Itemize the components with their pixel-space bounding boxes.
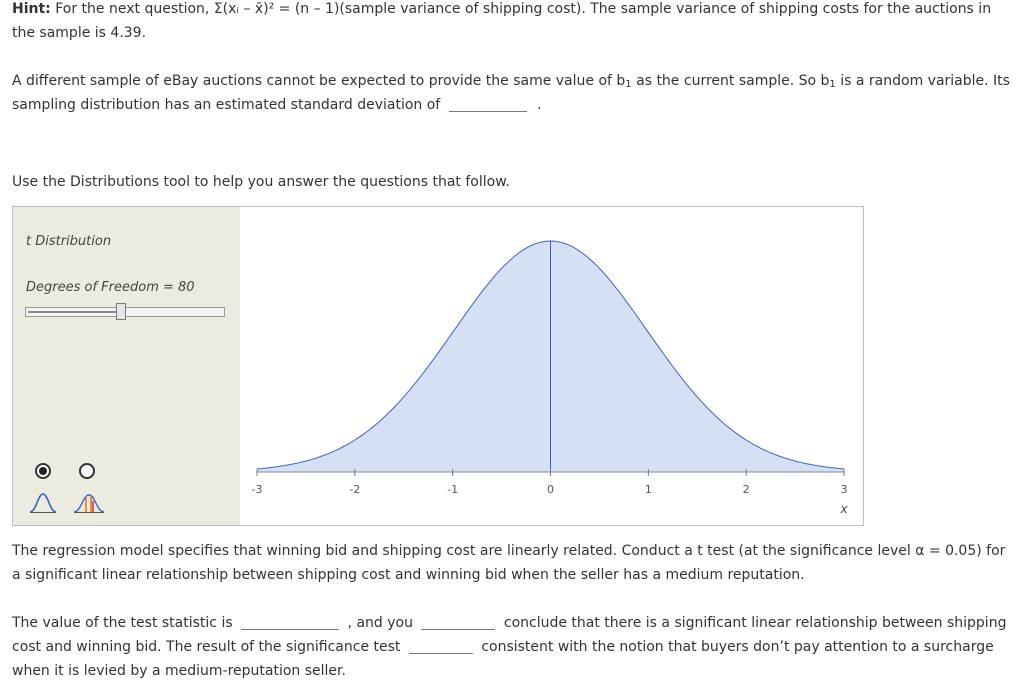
dof-slider-thumb[interactable]: [116, 303, 126, 320]
x-tick-label: 3: [840, 483, 848, 496]
hint-paragraph: [12, 0, 1017, 45]
answer-text-2: , and you: [347, 615, 413, 631]
histogram-curve-icon[interactable]: [73, 492, 105, 514]
x-tick-label: 1: [644, 483, 652, 496]
x-tick-label: 2: [742, 483, 750, 496]
x-tick-label: -2: [349, 483, 361, 496]
b1-text-3: is a random variable. Its sampling distribution has an estimated standard deviation of: [12, 73, 1010, 113]
bell-curve-icon[interactable]: [29, 492, 57, 514]
answer-text-1: The value of the test statistic is: [12, 615, 233, 631]
tool-control-panel: [13, 207, 240, 525]
dof-slider-fill: [28, 311, 122, 313]
std-dev-answer-dropdown[interactable]: [449, 95, 527, 112]
test-statistic-input[interactable]: [241, 613, 339, 630]
x-axis-label: x: [840, 502, 848, 516]
answer-text-3: conclude that there is a significant linear relationship between shipping cost and winning bid. The result of the significance test: [12, 615, 1007, 655]
answer-paragraph: [12, 611, 1017, 683]
distribution-title: t Distribution: [26, 234, 112, 249]
b1-text-2: as the current sample. So b: [631, 73, 830, 89]
b1-subscript-2: 1: [829, 79, 836, 90]
distributions-tool: [12, 206, 864, 526]
t-distribution-chart: [240, 207, 863, 525]
radio-single-curve[interactable]: [35, 463, 51, 479]
hint-label: Hint:: [12, 1, 51, 17]
b1-paragraph: [12, 69, 1017, 117]
x-tick-label: 0: [547, 483, 554, 496]
dof-label: Degrees of Freedom = 80: [26, 280, 195, 295]
conclusion-dropdown[interactable]: [421, 613, 495, 630]
b1-subscript: 1: [625, 79, 632, 90]
regression-paragraph: The regression model specifies that winning bid and shipping cost are linearly related. Conduct a t test (at the significance level α = 0.05) for a significant linear relationship between shipping cost and winning bid when the seller has a medium reputation.: [12, 543, 1006, 583]
answer-text-4: consistent with the notion that buyers don’t pay attention to a surcharge when it is levied by a medium-reputation seller.: [12, 639, 994, 679]
b1-text-1: A different sample of eBay auctions cannot be expected to provide the same value of b: [12, 73, 626, 89]
b1-period: .: [537, 97, 542, 113]
result-dropdown[interactable]: [409, 637, 473, 654]
hint-text: For the next question, Σ(xᵢ – x̄)² = (n – 1)(sample variance of shipping cost). The sample variance of shipping costs for the auctions in the sample is 4.39.: [12, 1, 992, 41]
x-tick-label: -3: [251, 483, 263, 496]
radio-shaded-curve[interactable]: [79, 463, 95, 479]
tool-intro: Use the Distributions tool to help you answer the questions that follow.: [12, 174, 510, 190]
x-tick-label: -1: [447, 483, 459, 496]
